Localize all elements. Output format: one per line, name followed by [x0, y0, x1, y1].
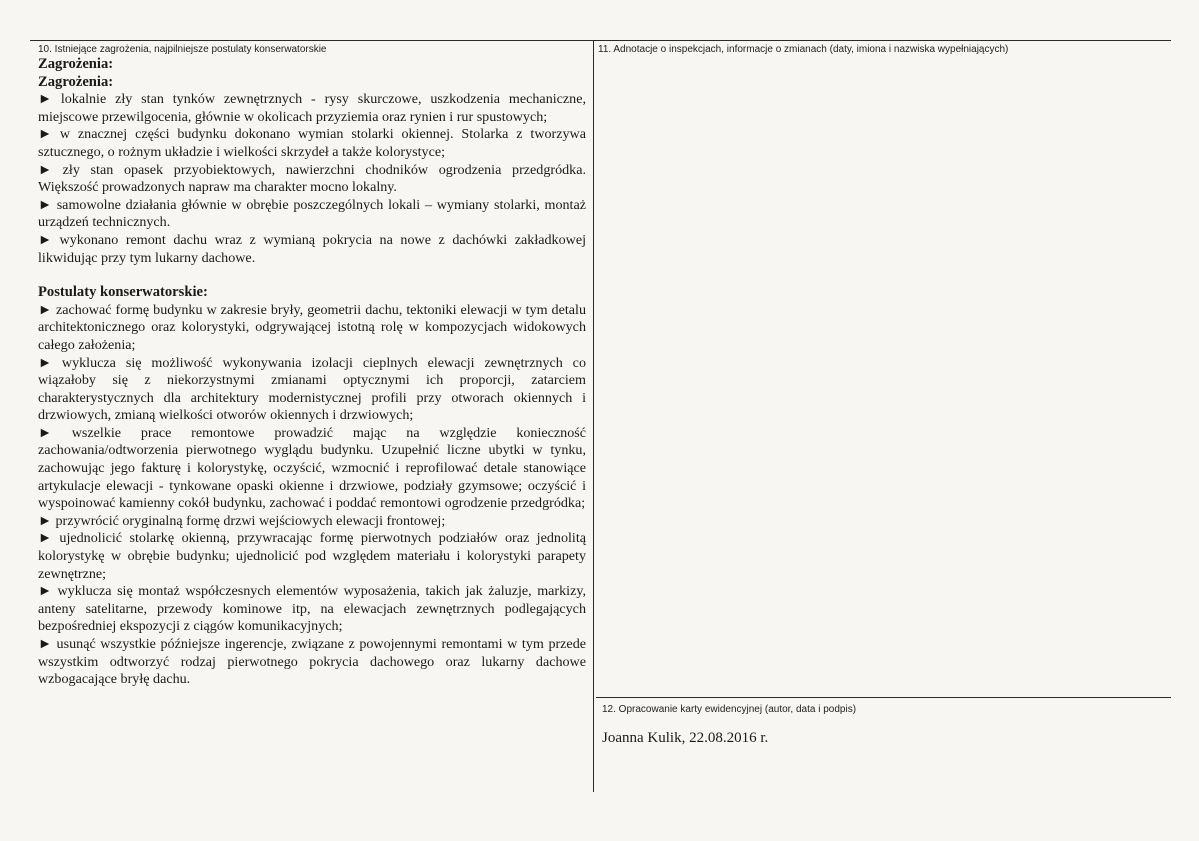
postulate-item: ► zachować formę budynku w zakresie bryły, geometrii dachu, tektoniki elewacji w tym detalu architektonicznego oraz kolorystyki, odgrywającej istotną rolę w kompozycjach widokowych całego założenia; — [38, 301, 586, 353]
postulate-item: ► wyklucza się możliwość wykonywania izolacji cieplnych elewacji zewnętrznych co wiązałoby się z niekorzystnymi zmianami optycznymi ich proporcji, zatarciem charakterystycznych dla architektury modernistycznej profili przy otworach okiennych i drzwiowych, zmianą wielkości otworów okiennych i drzwiowych; — [38, 354, 586, 424]
field-11-label: 11. Adnotacje o inspekcjach, informacje o zmianach (daty, imiona i nazwiska wypełniających) — [598, 44, 1009, 55]
field-12-label: 12. Opracowanie karty ewidencyjnej (autor, data i podpis) — [602, 704, 857, 715]
top-border-line — [30, 40, 1171, 41]
threat-item: ► lokalnie zły stan tynków zewnętrznych - rysy skurczowe, uszkodzenia mechaniczne, miejscowe przewilgocenia, głównie w okolicach przyziemia oraz rynien i rur spustowych; — [38, 91, 586, 125]
threats-heading: Zagrożenia: — [38, 56, 114, 72]
author-signature: Joanna Kulik, 22.08.2016 r. — [602, 730, 769, 746]
postulate-item: ► wyklucza się montaż współczesnych elementów wyposażenia, takich jak żaluzje, markizy, anteny satelitarne, przewody kominowe itp, na elewacjach zewnętrznych podlegających bezpośredniej ekspozycji z ciągów komunikacyjnych; — [38, 583, 586, 635]
postulates-heading: Postulaty konserwatorskie: — [38, 284, 208, 301]
threat-item: ► zły stan opasek przyobiektowych, nawierzchni chodników ogrodzenia przedgródka. Większość prowadzonych napraw ma charakter mocno lokalny. — [38, 161, 586, 196]
postulate-item: ► przywrócić oryginalną formę drzwi wejściowych elewacji frontowej; — [38, 512, 446, 529]
field-10-content — [38, 56, 586, 689]
field-12-separator — [596, 697, 1171, 698]
postulate-item: ► ujednolicić stolarkę okienną, przywracając formę pierwotnych podziałów oraz jednolitą kolorystykę w obrębie budynku; ujednolicić pod względem materiału i kolorystyki parapety zewnętrzne; — [38, 530, 586, 582]
field-10-label: 10. Istniejące zagrożenia, najpilniejsze postulaty konserwatorskie — [38, 44, 327, 55]
threat-item: ► wykonano remont dachu wraz z wymianą pokrycia na nowe z dachówki zakładkowej likwidując przy tym lukarny dachowe. — [38, 231, 586, 266]
postulate-item: ► usunąć wszystkie późniejsze ingerencje, związane z powojennymi remontami w tym przede wszystkim odtworzyć rodzaj pierwotnego pokrycia dachowego oraz lukarny dachowe wzbogacające bryłę dachu. — [38, 636, 586, 688]
postulate-item: ► wszelkie prace remontowe prowadzić mając na względzie konieczność zachowania/odtworzenia pierwotnego wyglądu budynku. Uzupełnić liczne ubytki w tynku, zachowując jego fakturę i kolorystykę, oczyścić, wzmocnić i reprofilować detale stanowiące artykulacje elewacji - tynkowane opaski okienne i drzwiowe, podziały gzymsowe; oczyścić i wyspoinować kamienny cokół budynku, zachować i poddać remontowi ogrodzenie przedgródka; — [38, 424, 586, 512]
threat-item: ► samowolne działania głównie w obrębie poszczególnych lokali – wymiany stolarki, montaż urządzeń technicznych. — [38, 196, 586, 231]
threat-item: ► w znacznej części budynku dokonano wymian stolarki okiennej. Stolarka z tworzywa sztucznego, o rożnym układzie i wielkości skrzydeł a także kolorystyce; — [38, 126, 586, 160]
threats-heading-repeat: Zagrożenia: — [38, 73, 114, 90]
column-divider — [593, 40, 594, 792]
